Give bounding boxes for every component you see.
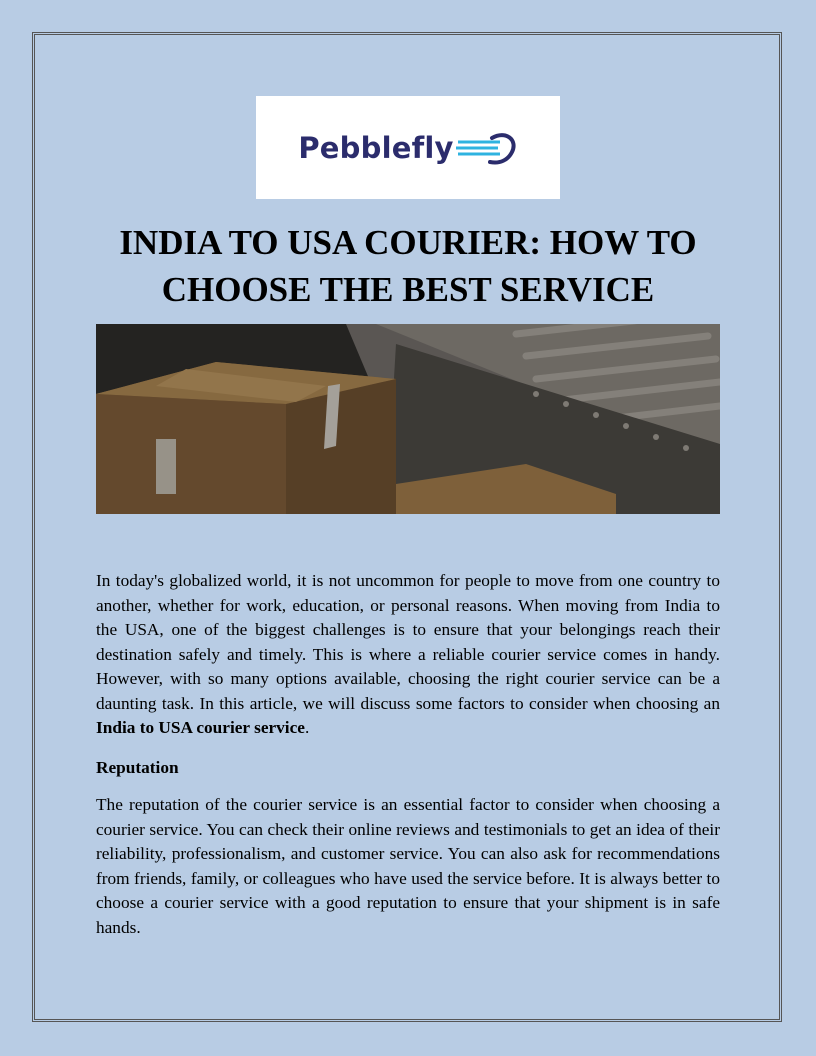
speed-arrow-icon [456,132,518,168]
title-line-1: INDIA TO USA COURIER: HOW TO [119,223,697,262]
logo-wordmark: Pebblefly [298,130,454,165]
intro-text: In today's globalized world, it is not uncommon for people to move from one country to another, whether for work, education, or personal reasons. When moving from India to the USA, one of the biggest challenges is to ensure that your belongings reach their destination safely and timely. This is where a reliable courier service comes in handy. However, with so many options available, choosing the right courier service can be a daunting task. In this article, we will discuss some factors to consider when choosing an [96,571,720,713]
intro-paragraph [96,569,720,741]
title-line-2: CHOOSE THE BEST SERVICE [161,270,655,309]
section-heading-reputation: Reputation [96,758,179,777]
intro-bold-keyword: India to USA courier service [96,718,305,737]
page-title [96,219,720,313]
logo [256,96,560,199]
reputation-paragraph: The reputation of the courier service is an essential factor to consider when choosing a courier service. You can check their online reviews and testimonials to get an idea of their reliability, professionalism, and customer service. You can also ask for recommendations from friends, family, or colleagues who have used the service before. It is always better to choose a courier service with a good reputation to ensure that your shipment is in safe hands. [96,795,720,937]
hero-image [96,324,720,514]
intro-end: . [304,718,310,737]
